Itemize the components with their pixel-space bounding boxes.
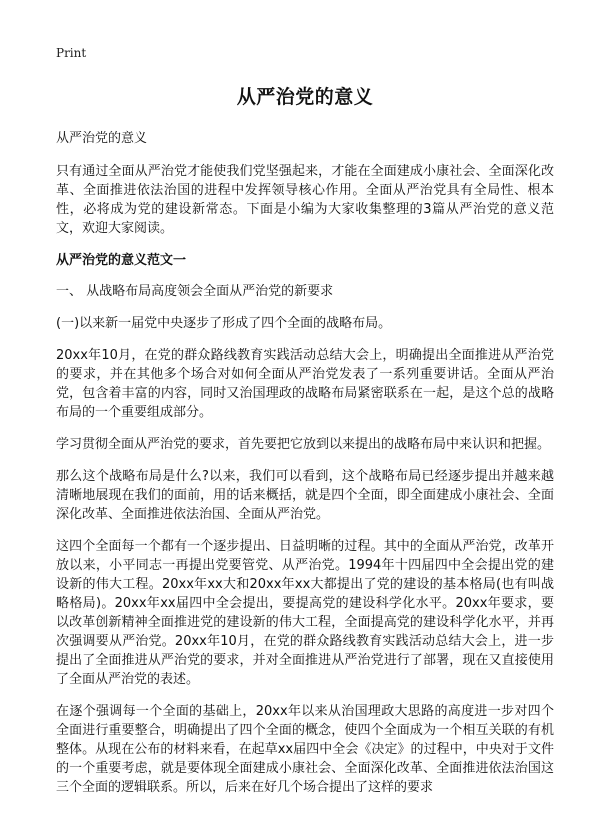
body-paragraph: 20xx年10月，在党的群众路线教育实践活动总结大会上，明确提出全面推进从严治党的要求，并在其他多个场合对如何全面从严治党发表了一系列重要讲话。全面从严治党，包含着丰富的内容，同时又治国理政的战略布局紧密联系在一起，是这个总的战略布局的一个重要组成部分。 <box>56 348 554 420</box>
body-paragraph: 那么这个战略布局是什么?以来，我们可以看到，这个战略布局已经逐步提出并越来越清晰地展现在我们的面前，用的话来概括，就是四个全面，即全面建成小康社会、全面深化改革、全面推进依法治国、全面从严治党。 <box>56 469 554 522</box>
print-link[interactable]: Print <box>56 46 87 60</box>
body-paragraph: 在逐个强调每一个全面的基础上，20xx年以来从治国理政大思路的高度进一步对四个全面进行重要整合，明确提出了四个全面的概念，使四个全面成为一个相互关联的有机整体。从现在公布的材料来看，在起草xx届四中全会《决定》的过程中，中央对于文件的一个重要考虑，就是要体现全面建成小康社会、全面深化改革、全面推进依法治国这三个全面的逻辑联系。所以，后来在好几个场合提出了这样的要求 <box>56 704 554 795</box>
sub-point: (一)以来新一届党中央逐步了形成了四个全面的战略布局。 <box>56 316 392 331</box>
document-subtitle: 从严治党的意义 <box>56 131 148 146</box>
page-title: 从严治党的意义 <box>236 86 374 108</box>
point-heading: 一、 从战略布局高度领会全面从严治党的新要求 <box>56 284 334 299</box>
section-title: 从严治党的意义范文一 <box>56 253 187 268</box>
body-paragraph: 学习贯彻全面从严治党的要求，首先要把它放到以来提出的战略布局中来认识和把握。 <box>56 437 551 452</box>
body-paragraph: 这四个全面每一个都有一个逐步提出、日益明晰的过程。其中的全面从严治党，改革开放以来，小平同志一再提出党要管党、从严治党。1994年十四届四中全会提出党的建设新的伟大工程。20xx年xx大和20xx年xx大都提出了党的建设的基本格局(也有叫战略格局)。20xx年xx届四中全会提出，要提高党的建设科学化水平。20xx年要求，要以改革创新精神全面推进党的建设新的伟大工程，全面提高党的建设科学化水平，并再次强调要从严治党。20xx年10月，在党的群众路线教育实践活动总结大会上，进一步提出了全面推进从严治党的要求，并对全面推进从严治党进行了部署，现在又直接使用了全面从严治党的表述。 <box>56 539 554 687</box>
intro-paragraph: 只有通过全面从严治党才能使我们党坚强起来，才能在全面建成小康社会、全面深化改革、全面推进依法治国的进程中发挥领导核心作用。全面从严治党具有全局性、根本性，必将成为党的建设新常态。下面是小编为大家收集整理的3篇从严治党的意义范文，欢迎大家阅读。 <box>56 164 554 236</box>
